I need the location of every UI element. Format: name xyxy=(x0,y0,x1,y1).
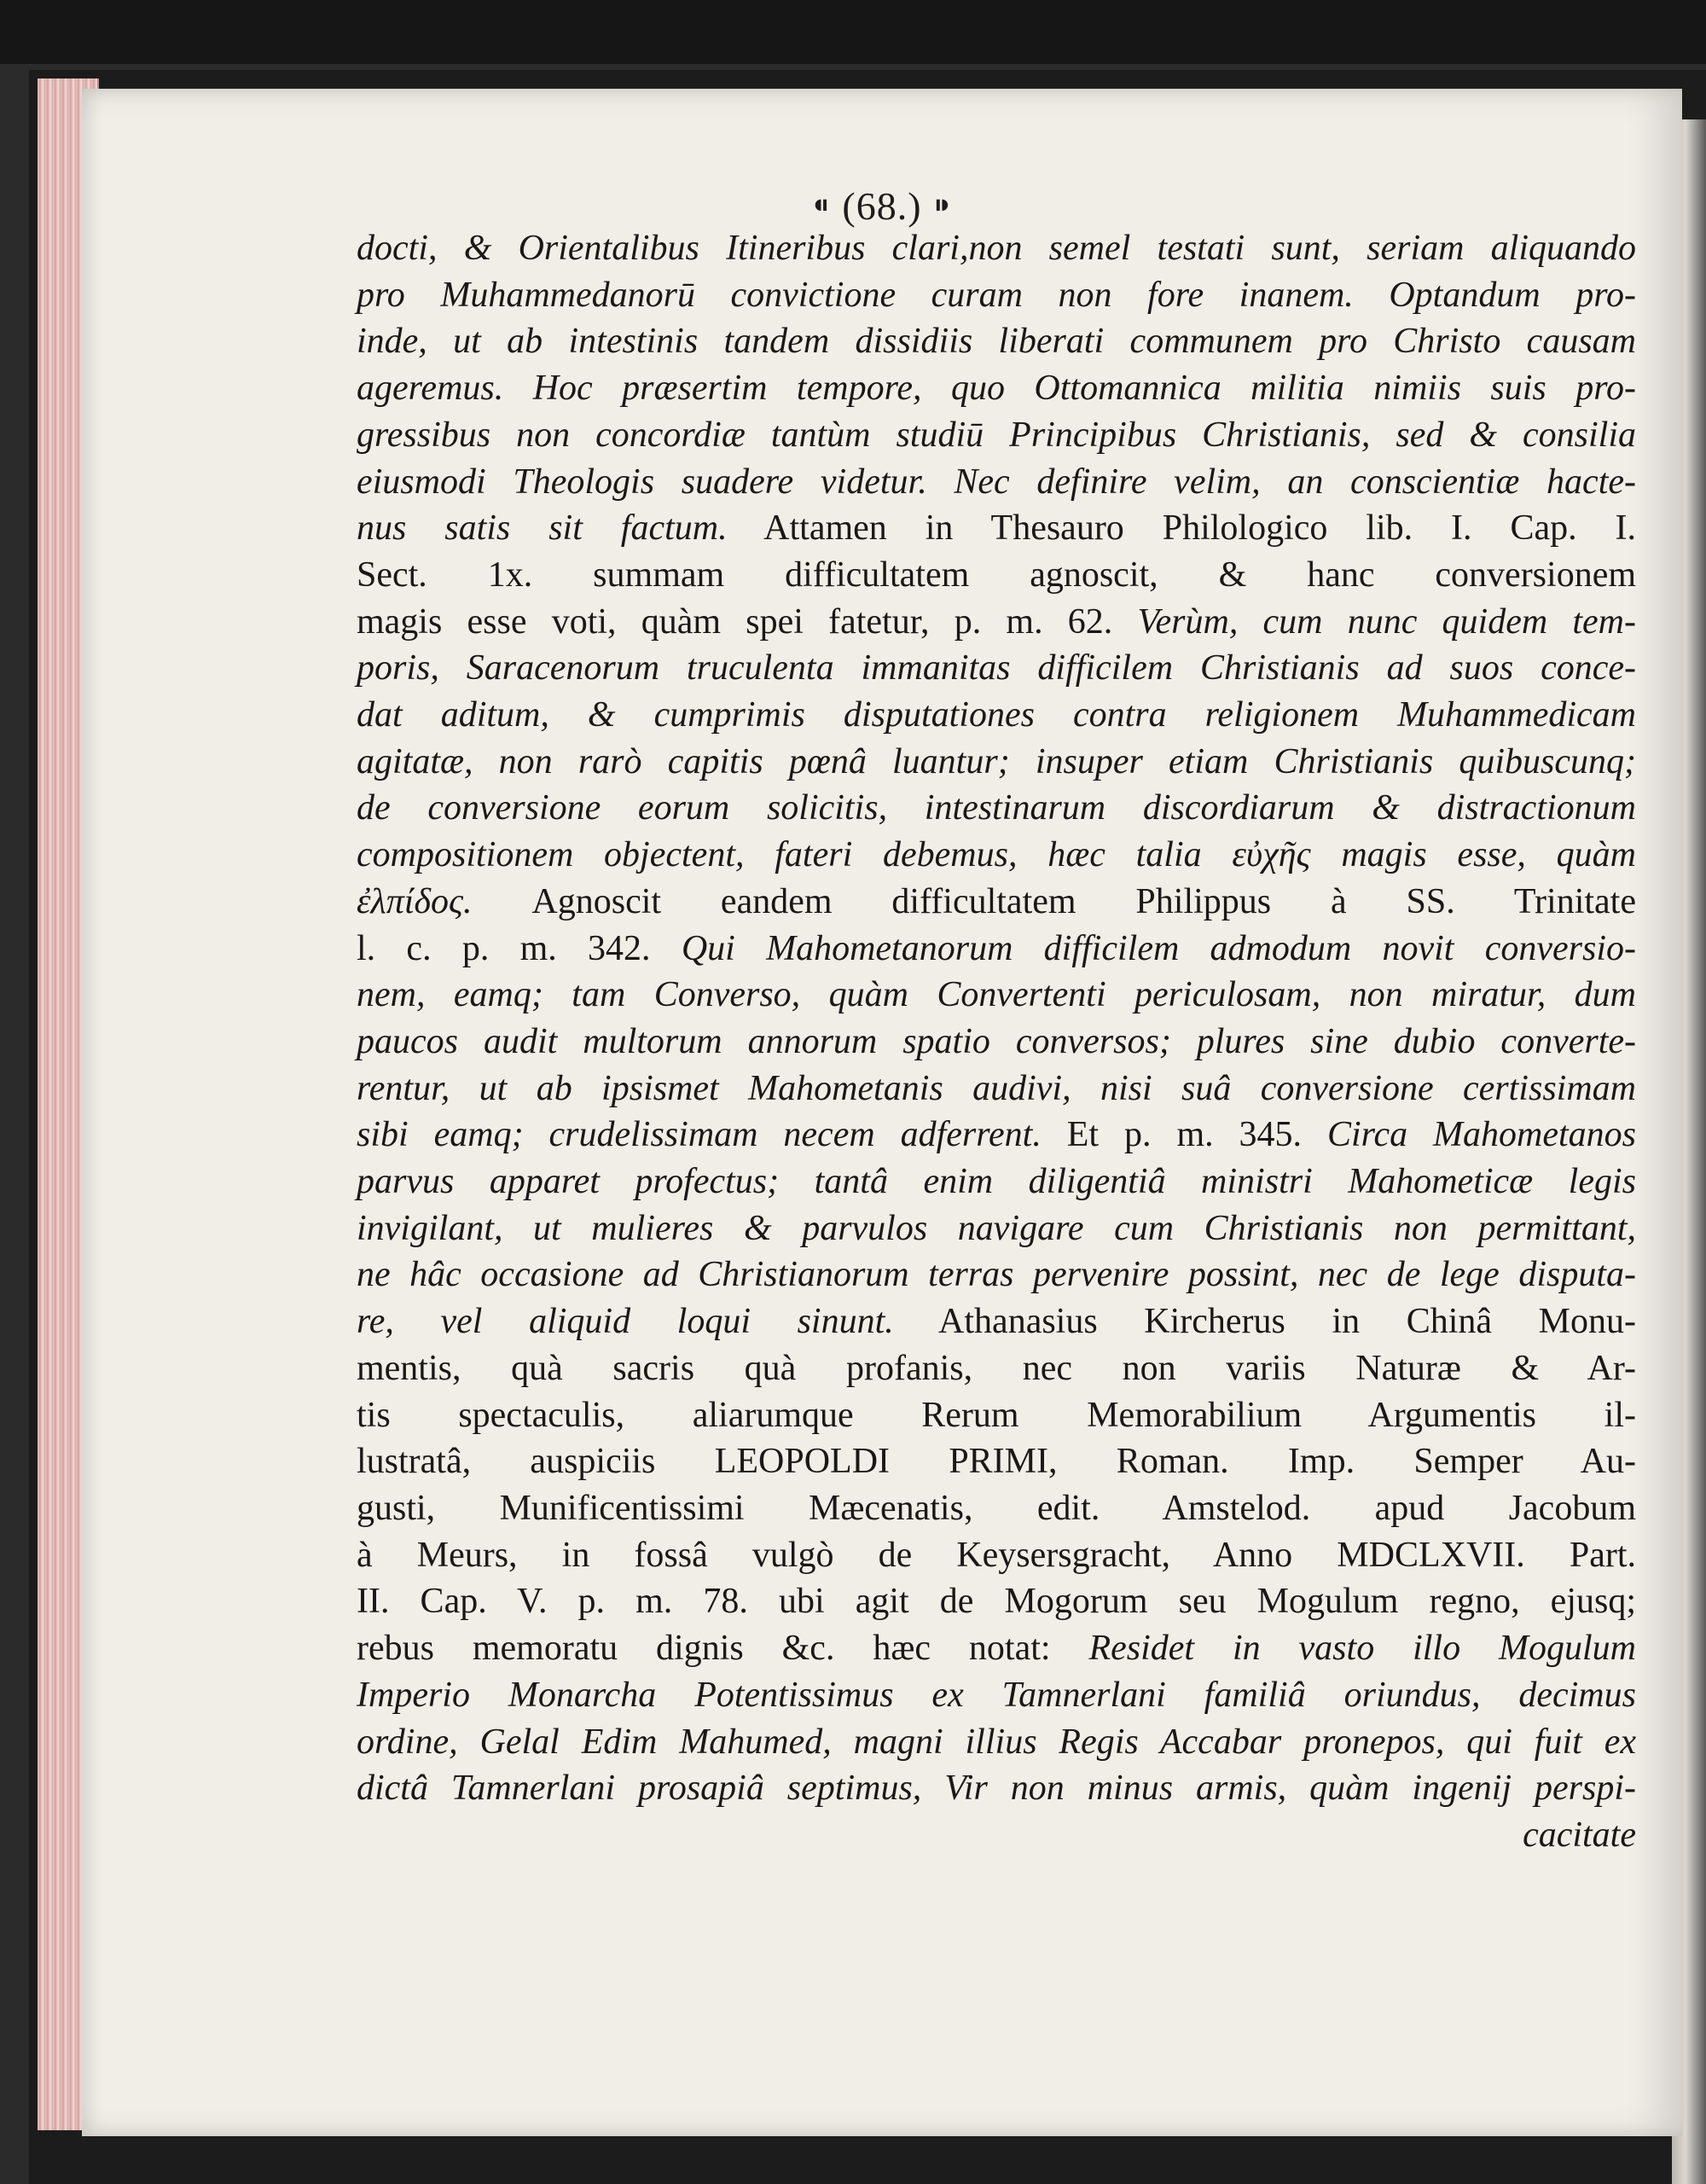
text-line xyxy=(357,1159,1636,1205)
italic-text: ne hâc occasione ad Christianorum terras pervenire possint, nec de lege disputa- xyxy=(357,1255,1636,1295)
text-line xyxy=(357,412,1636,459)
roman-text: Sect. 1x. summam difficultatem agnoscit, & hanc conversionem xyxy=(357,555,1636,595)
text-line xyxy=(357,1532,1636,1579)
text-line xyxy=(357,272,1636,319)
roman-text: lustratâ, auspiciis LEOPOLDI PRIMI, Roman. Imp. Semper Au- xyxy=(357,1442,1636,1482)
text-line xyxy=(357,1252,1636,1298)
text-line xyxy=(357,692,1636,739)
italic-text: ordine, Gelal Edim Mahumed, magni illius Regis Accabar pronepos, qui fuit ex xyxy=(357,1722,1636,1762)
italic-text: dat aditum, & cumprimis disputationes contra religionem Muhammedicam xyxy=(357,695,1636,735)
text-line xyxy=(357,1112,1636,1159)
italic-text: agitatæ, non rarò capitis pœnâ luantur; insuper etiam Christianis quibuscunq; xyxy=(357,741,1636,781)
italic-text: cacitate xyxy=(1523,1815,1636,1855)
italic-text: nus satis sit factum. xyxy=(357,508,728,549)
italic-text: invigilant, ut mulieres & parvulos navigare cum Christianis non permittant, xyxy=(357,1208,1636,1248)
text-line xyxy=(357,1298,1636,1345)
italic-text: docti, & Orientalibus Itineribus clari,non semel testati sunt, seriam aliquando xyxy=(357,229,1636,268)
italic-text: gressibus non concordiæ tantùm studiū Principibus Christianis, sed & consilia xyxy=(357,415,1636,455)
text-line xyxy=(357,552,1636,599)
italic-text: eiusmodi Theologis suadere videtur. Nec definire velim, an conscientiæ hacte- xyxy=(357,462,1636,502)
roman-text: Athanasius Kircherus in Chinâ Monu- xyxy=(893,1302,1636,1342)
page-number-header: ⁌ (68.) ⁍ xyxy=(810,184,954,228)
text-line xyxy=(357,1812,1636,1859)
italic-text: rentur, ut ab ipsismet Mahometanis audivi, nisi suâ conversione certissimam xyxy=(357,1068,1636,1108)
italic-text: dictâ Tamnerlani prosapiâ septimus, Vir non minus armis, quàm ingenij perspi- xyxy=(357,1769,1636,1809)
text-line xyxy=(357,739,1636,786)
italic-text: inde, ut ab intestinis tandem dissidiis liberati communem pro Christo causam xyxy=(357,322,1636,362)
text-line xyxy=(357,1578,1636,1625)
text-line xyxy=(357,225,1636,272)
text-line xyxy=(357,926,1636,973)
text-line xyxy=(357,1625,1636,1672)
roman-text: à Meurs, in fossâ vulgò de Keysersgracht, Anno MDCLXVII. Part. xyxy=(357,1535,1636,1575)
italic-text: re, vel aliquid loqui sinunt. xyxy=(357,1302,894,1342)
italic-text: nem, eamq; tam Converso, quàm Convertenti periculosam, non miratur, dum xyxy=(357,975,1636,1015)
text-line xyxy=(357,1719,1636,1766)
body-text xyxy=(357,225,1636,1859)
roman-text: rebus memoratu dignis &c. hæc notat: xyxy=(357,1629,1089,1669)
text-line xyxy=(357,599,1636,646)
text-line xyxy=(357,505,1636,552)
text-line xyxy=(357,972,1636,1019)
book-page xyxy=(82,89,1682,2136)
roman-text: Agnoscit eandem difficultatem Philippus à SS. Trinitate xyxy=(472,881,1636,921)
text-line xyxy=(357,1438,1636,1485)
text-line xyxy=(357,318,1636,365)
roman-text: l. c. p. m. 342. xyxy=(357,928,682,968)
text-line xyxy=(357,879,1636,926)
italic-text: Qui Mahometanorum difficilem admodum novit conversio- xyxy=(681,928,1637,968)
roman-text: magis esse voti, quàm spei fatetur, p. m. 62. xyxy=(357,601,1138,642)
roman-text: Et p. m. 345. xyxy=(1041,1115,1327,1155)
italic-text: Imperio Monarcha Potentissimus ex Tamnerlani familiâ oriundus, decimus xyxy=(357,1675,1636,1715)
italic-text: ἐλπίδος. xyxy=(357,881,473,921)
italic-text: de conversione eorum solicitis, intestinarum discordiarum & distractionum xyxy=(357,788,1636,828)
italic-text: poris, Saracenorum truculenta immanitas difficilem Christianis ad suos conce- xyxy=(357,648,1636,688)
text-line xyxy=(357,1485,1636,1532)
italic-text: Circa Mahometanos xyxy=(1326,1115,1636,1155)
italic-text: sibi eamq; crudelissimam necem adferrent. xyxy=(357,1115,1042,1155)
roman-text: mentis, quà sacris quà profanis, nec non variis Naturæ & Ar- xyxy=(357,1348,1636,1388)
italic-text: pro Muhammedanorū convictione curam non fore inanem. Optandum pro- xyxy=(357,275,1636,315)
italic-text: Residet in vasto illo Mogulum xyxy=(1088,1629,1636,1669)
text-line xyxy=(357,645,1636,692)
text-line xyxy=(357,832,1636,879)
italic-text: ageremus. Hoc præsertim tempore, quo Ottomannica militia nimiis suis pro- xyxy=(357,369,1636,409)
text-line xyxy=(357,1066,1636,1112)
italic-text: parvus apparet profectus; tantâ enim diligentiâ ministri Mahometicæ legis xyxy=(357,1162,1636,1202)
italic-text: paucos audit multorum annorum spatio conversos; plures sine dubio converte- xyxy=(357,1021,1636,1061)
text-line xyxy=(357,1672,1636,1719)
roman-text: Attamen in Thesauro Philologico lib. I. Cap. I. xyxy=(727,508,1636,549)
text-line xyxy=(357,1345,1636,1392)
roman-text: II. Cap. V. p. m. 78. ubi agit de Mogorum seu Mogulum regno, ejusq; xyxy=(357,1582,1636,1622)
text-line xyxy=(357,365,1636,412)
text-line xyxy=(357,785,1636,832)
text-line xyxy=(357,1392,1636,1439)
italic-text: compositionem objectent, fateri debemus, hæc talia εὐχῆς magis esse, quàm xyxy=(357,835,1636,875)
italic-text: Verùm, cum nunc quidem tem- xyxy=(1137,601,1637,642)
text-line xyxy=(357,1019,1636,1066)
text-line xyxy=(357,459,1636,506)
scanner-background xyxy=(0,0,1706,64)
roman-text: gusti, Munificentissimi Mæcenatis, edit. Amstelod. apud Jacobum xyxy=(357,1488,1636,1528)
text-line xyxy=(357,1205,1636,1252)
text-line xyxy=(357,1765,1636,1812)
roman-text: tis spectaculis, aliarumque Rerum Memorabilium Argumentis il- xyxy=(357,1395,1636,1435)
